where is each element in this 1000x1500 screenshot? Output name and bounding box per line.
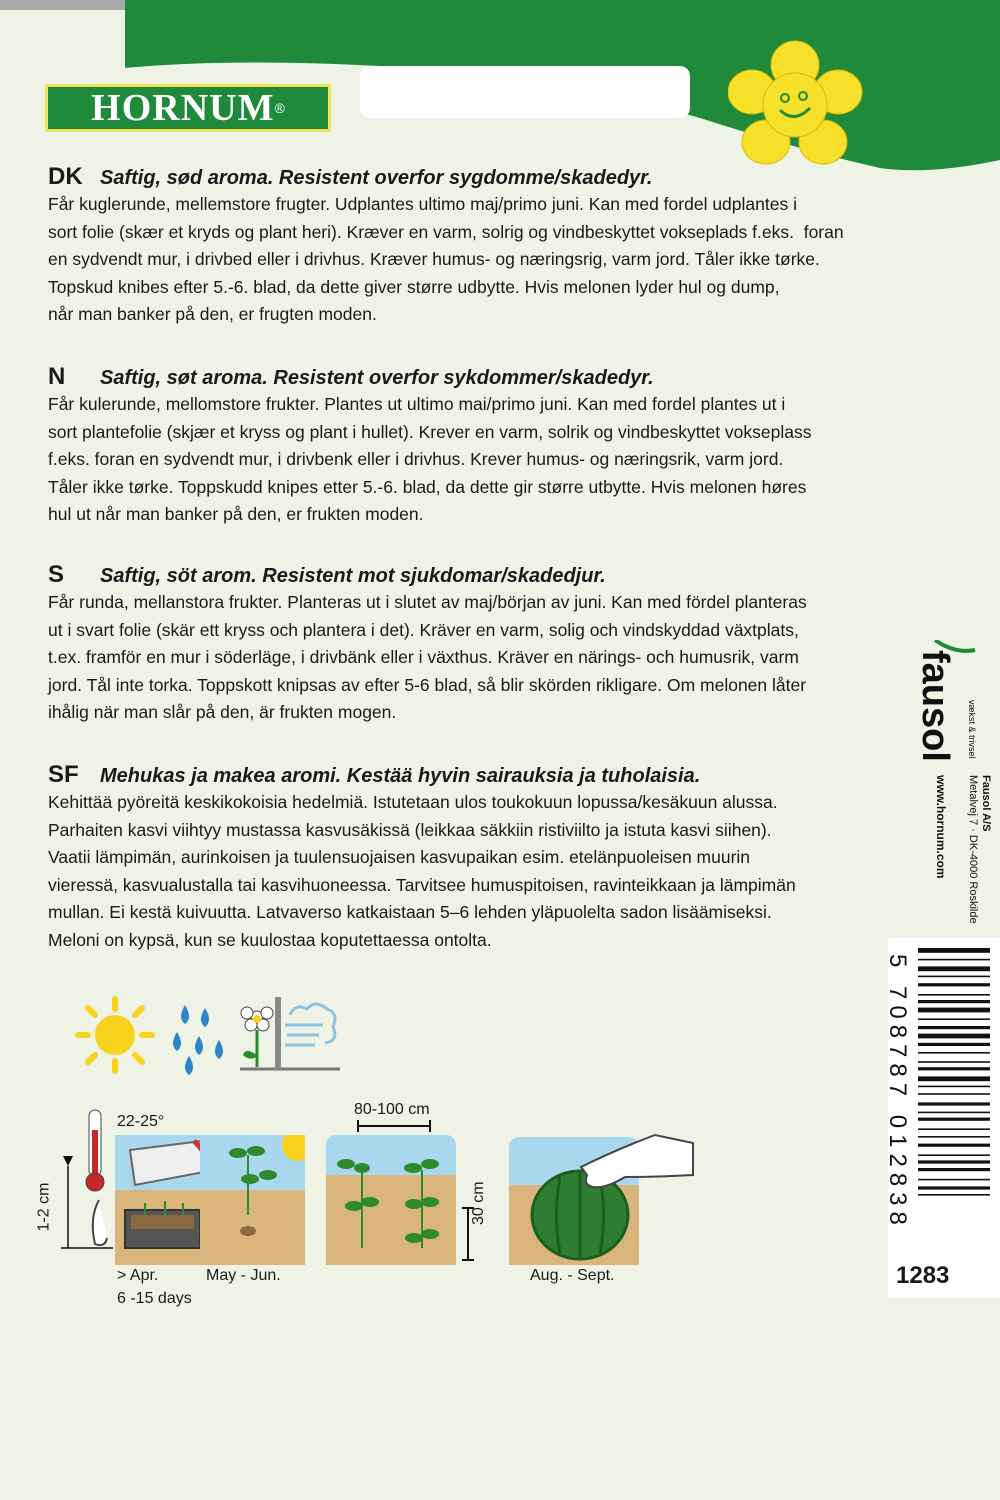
- fausol-side-block: [915, 640, 995, 940]
- harvest-time-label: Aug. - Sept.: [530, 1267, 615, 1284]
- spacing-label: 80-100 cm: [354, 1101, 430, 1118]
- germination-label: 6 -15 days: [117, 1290, 192, 1307]
- section-heading: S Saftig, söt arom. Resistent mot sjukdomar/skadedjur.: [48, 561, 606, 588]
- barcode-digits: [886, 948, 916, 1248]
- section-s: [48, 562, 908, 727]
- section-sf: [48, 762, 908, 955]
- plant-out-time-label: May - Jun.: [206, 1267, 281, 1284]
- shelter-icon: [235, 995, 345, 1075]
- website: www.hornum.com: [934, 775, 948, 879]
- section-n: [48, 364, 908, 529]
- company-name: Fausol A/S: [980, 775, 992, 832]
- harvest-illustration: [505, 1115, 695, 1265]
- section-heading: N Saftig, søt aroma. Resistent overfor sykdommer/skadedyr.: [48, 363, 654, 390]
- section-heading: DK Saftig, sød aroma. Resistent overfor sygdomme/skadedyr.: [48, 163, 653, 190]
- water-drops-icon: [165, 1000, 230, 1075]
- label-white-box: [360, 66, 690, 118]
- sun-icon: [70, 995, 160, 1075]
- fausol-logo: fausol: [915, 650, 956, 762]
- temperature-label: 22-25°: [117, 1113, 165, 1130]
- hornum-logo: HORNUM ®: [45, 84, 331, 132]
- item-number: 1283: [896, 1262, 950, 1289]
- barcode-bars: [918, 948, 990, 1248]
- row-depth-label: 30 cm: [470, 1181, 487, 1225]
- fausol-tagline: vækst & trivsel: [967, 700, 977, 759]
- section-body: Får runda, mellanstora frukter. Planteras ut i slutet av maj/början av juni. Kan med fördel planteras ut i svart folie (skär ett kryss och plantera i det). Kräver en varm, solig och vindskyddad växtplats, t.ex. framför en mur i söderläge, i drivbänk eller i växthus. Kräver en närings- och humusrik, varm jord. Tål inte torka. Toppskott knipsas av efter 5-6 blad, så blir skörden rikligare. Om melonen låter ihålig när man slår på den, är frukten mogen.: [48, 592, 807, 723]
- barcode-block: [888, 938, 1000, 1298]
- plant-out-illustration: [200, 1135, 305, 1265]
- section-heading: SF Mehukas ja makea aromi. Kestää hyvin sairauksia ja tuholaisia.: [48, 761, 701, 788]
- company-address: Metalvej 7 · DK-4000 Roskilde: [967, 775, 979, 924]
- section-dk: [48, 164, 908, 329]
- smiling-flower-icon: [728, 40, 863, 165]
- thermometer-icon: [55, 1108, 115, 1268]
- svg-text:5 708787 012838: 5 708787 012838: [886, 954, 911, 1231]
- section-body: Får kulerunde, mellomstore frukter. Plantes ut ultimo mai/primo juni. Kan med fordel plantes ut i sort plantefolie (skjær et kryss og plant i hullet). Krever en varm, solrik og vindbeskyttet vokseplass f.eks. foran en sydvendt mur, i drivbenk eller i drivhus. Krever humus- og næringsrik, varm jord. Tåler ikke tørke. Toppskudd knipes etter 5.-6. blad, da dette gir større utbytte. Hvis melonen høres hul ut når man banker på den, er frukten moden.: [48, 394, 812, 525]
- depth-label: 1-2 cm: [35, 1182, 53, 1232]
- section-body: Kehittää pyöreitä keskikokoisia hedelmiä. Istutetaan ulos toukokuun lopussa/kesäkuun alussa. Parhaiten kasvi viihtyy mustassa kasvusäkissä (leikkaa säkkiin ristiviilto ja istuta kasvi siihen). Vaatii lämpimän, aurinkoisen ja tuulensuojaisen kasvupaikan esim. etelänpuoleisen muurin vieressä, kasvualustalla tai kasvihuoneessa. Tarvitsee humuspitoisen, ravinteikkaan ja lämpimän mullan. Ei kestä kuivuutta. Latvaverso katkaistaan 5–6 lehden yläpuolelta sadon lisäämiseksi. Meloni on kypsä, kun se kuulostaa koputettaessa ontolta.: [48, 792, 796, 950]
- sow-time-label: > Apr.: [117, 1267, 159, 1284]
- section-body: Får kuglerunde, mellemstore frugter. Udplantes ultimo maj/primo juni. Kan med fordel udplantes i sort folie (skær et kryds og plant heri). Kræver en varm, solrig og vindbeskyttet vokseplads f.eks. foran en sydvendt mur, i drivbed eller i drivhus. Kræver humus- og næringsrig, varm jord. Tåler ikke tørke. Topskud knibes efter 5.-6. blad, da dette giver større udbytte. Hvis melonen lyder hul og dump, når man banker på den, er frugten moden.: [48, 194, 844, 325]
